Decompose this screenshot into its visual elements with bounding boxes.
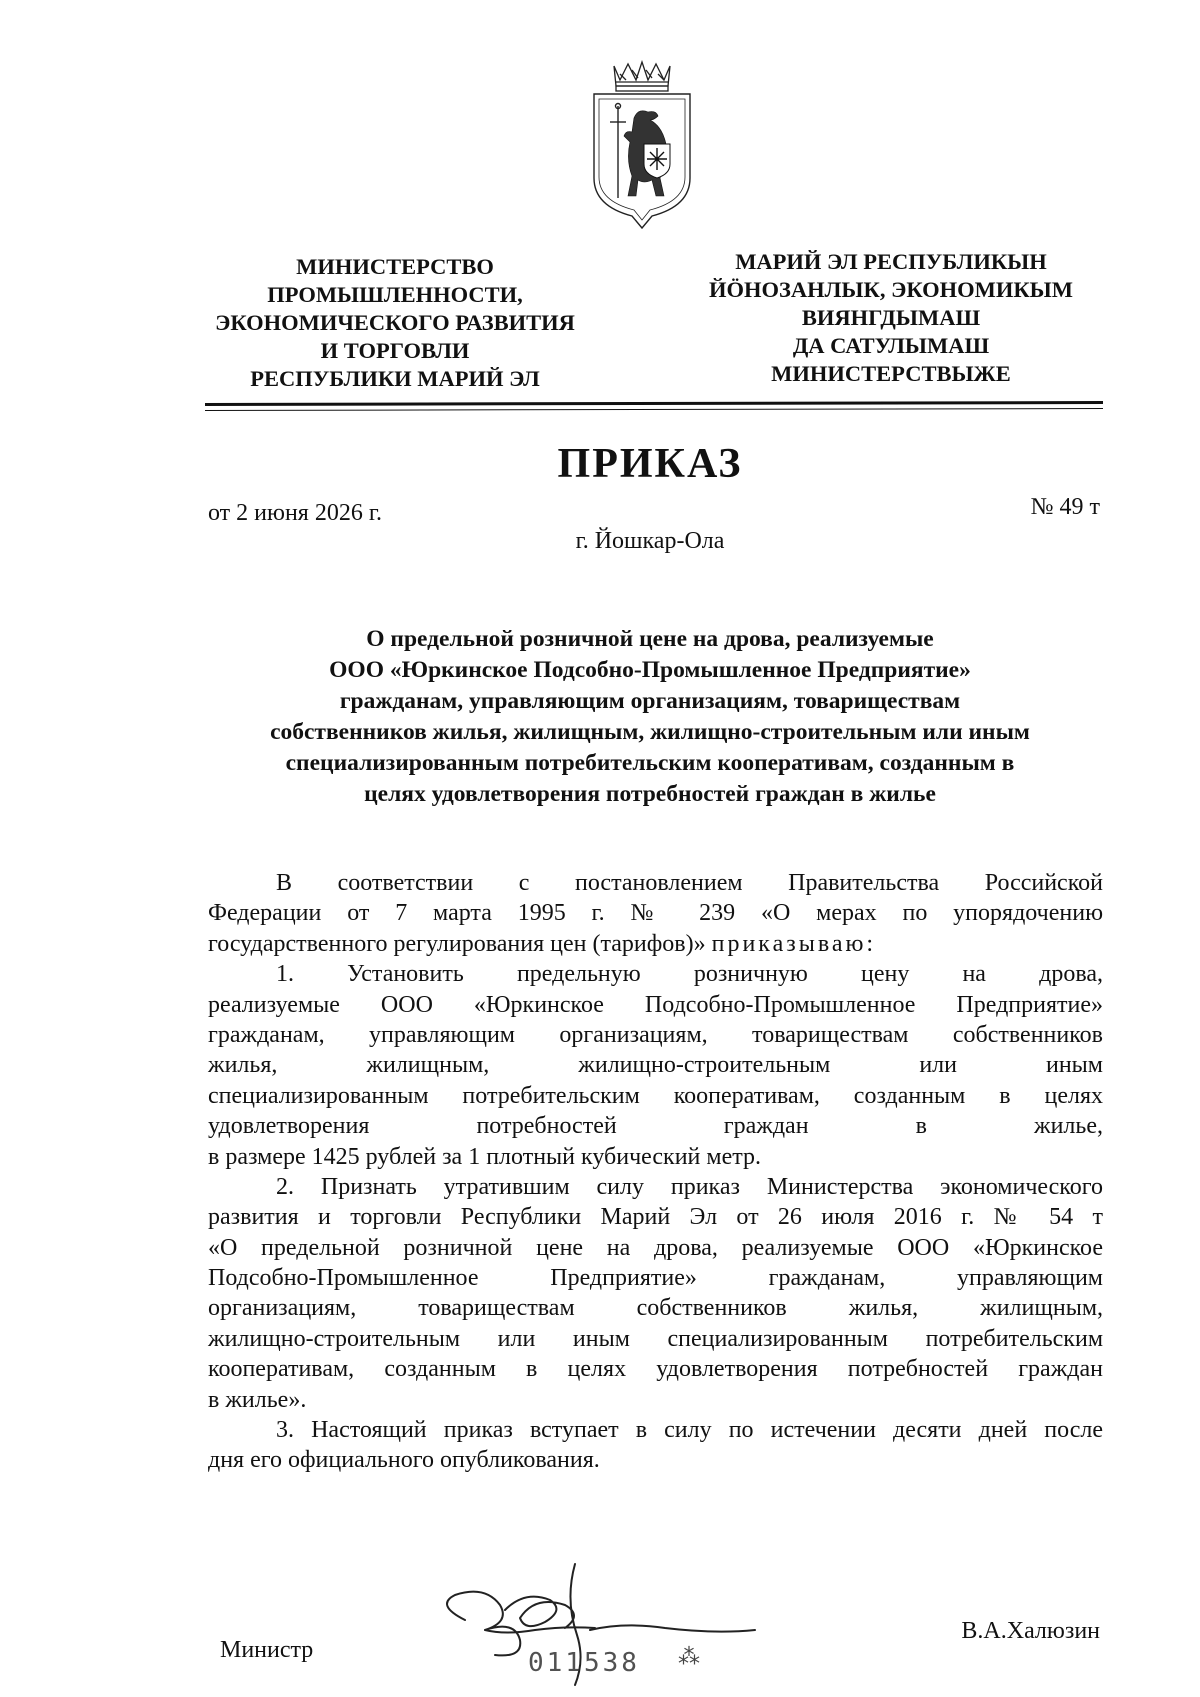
ministry-name-russian bbox=[200, 253, 590, 393]
ministry-name-line: ПРОМЫШЛЕННОСТИ, bbox=[267, 282, 523, 307]
item2-line: жилищно-строительным или иным специализированным потребительским bbox=[208, 1325, 1103, 1352]
ministry-name-line: МИНИСТЕРСТВЫЖЕ bbox=[771, 361, 1011, 386]
ministry-name-line: ЙӦНОЗАНЛЫК, ЭКОНОМИКЫМ bbox=[709, 277, 1073, 302]
document-subject bbox=[200, 624, 1100, 810]
registration-stamp-number: 011538 bbox=[528, 1648, 640, 1678]
item1-line: жилья, жилищным, жилищно-строительным или иным bbox=[208, 1052, 1103, 1079]
document-date: от 2 июня 2026 г. bbox=[208, 500, 382, 526]
document-number: № 49 т bbox=[1030, 494, 1100, 520]
ornament-shield-icon bbox=[644, 144, 670, 178]
item1-line: гражданам, управляющим организациям, товариществам собственников bbox=[208, 1021, 1103, 1048]
subject-line: гражданам, управляющим организациям, товариществам bbox=[339, 688, 961, 714]
item1-line: 1. Установить предельную розничную цену на дрова, bbox=[276, 961, 1103, 988]
ministry-name-line: ВИЯНГДЫМАШ bbox=[801, 305, 981, 330]
item3-line: 3. Настоящий приказ вступает в силу по истечении десяти дней после bbox=[276, 1417, 1103, 1444]
ministry-name-line: РЕСПУБЛИКИ МАРИЙ ЭЛ bbox=[250, 366, 540, 391]
item1-line: специализированным потребительским кооперативам, созданным в целях bbox=[208, 1082, 1103, 1109]
item2-line: 2. Признать утратившим силу приказ Министерства экономического bbox=[276, 1173, 1103, 1200]
order-word: приказываю: bbox=[711, 930, 877, 957]
item1-line: удовлетворения потребностей граждан в жилье, bbox=[208, 1113, 1103, 1140]
item2-line: кооперативам, созданным в целях удовлетворения потребностей граждан bbox=[208, 1356, 1103, 1383]
item2-line: Подсобно-Промышленное Предприятие» гражданам, управляющим bbox=[208, 1265, 1103, 1292]
header-divider-thin bbox=[205, 408, 1103, 411]
subject-line: собственников жилья, жилищным, жилищно-строительным или иным bbox=[270, 719, 1030, 745]
coat-of-arms-emblem bbox=[590, 60, 694, 232]
item2-line: организациям, товариществам собственников жилья, жилищным, bbox=[208, 1295, 1103, 1322]
item3-line: дня его официального опубликования. bbox=[208, 1447, 600, 1474]
sword-icon bbox=[610, 104, 626, 199]
preamble-line: В соответствии с постановлением Правительства Российской bbox=[276, 870, 1103, 896]
item2-line: «О предельной розничной цене на дрова, реализуемые ООО «Юркинское bbox=[208, 1234, 1103, 1261]
ministry-name-line: И ТОРГОВЛИ bbox=[320, 338, 470, 363]
ministry-name-line: МИНИСТЕРСТВО bbox=[296, 254, 494, 279]
crown-icon bbox=[614, 62, 670, 91]
signatory-name: В.А.Халюзин bbox=[961, 1618, 1100, 1644]
document-body bbox=[208, 868, 1103, 1476]
document-type-title: ПРИКАЗ bbox=[557, 441, 743, 487]
header-divider-thick bbox=[205, 401, 1103, 406]
preamble-line: Федерации от 7 марта 1995 г. № 239 «О мерах по упорядочению bbox=[208, 900, 1103, 927]
subject-line: целях удовлетворения потребностей граждан в жилье bbox=[364, 781, 936, 807]
item1-line: в размере 1425 рублей за 1 плотный кубический метр. bbox=[208, 1143, 762, 1170]
stamp-star-icon: ⁂ bbox=[678, 1645, 700, 1670]
ministry-name-line: ДА САТУЛЫМАШ bbox=[792, 333, 990, 358]
ministry-name-mari bbox=[686, 248, 1096, 388]
preamble-text: государственного регулирования цен (тарифов)» bbox=[208, 930, 706, 957]
subject-line: ООО «Юркинское Подсобно-Промышленное Предприятие» bbox=[329, 657, 971, 683]
subject-line: специализированным потребительским кооперативам, созданным в bbox=[285, 750, 1015, 776]
preamble-line bbox=[208, 929, 1103, 959]
document-city: г. Йошкар-Ола bbox=[575, 528, 725, 554]
item2-line: развития и торговли Республики Марий Эл от 26 июля 2016 г. № 54 т bbox=[208, 1204, 1103, 1231]
item1-line: реализуемые ООО «Юркинское Подсобно-Промышленное Предприятие» bbox=[208, 991, 1103, 1018]
subject-line: О предельной розничной цене на дрова, реализуемые bbox=[366, 626, 934, 652]
signatory-role: Министр bbox=[220, 1637, 314, 1663]
ministry-name-line: МАРИЙ ЭЛ РЕСПУБЛИКЫН bbox=[735, 249, 1047, 274]
item2-line: в жилье». bbox=[208, 1386, 307, 1413]
ministry-name-line: ЭКОНОМИЧЕСКОГО РАЗВИТИЯ bbox=[215, 310, 575, 335]
